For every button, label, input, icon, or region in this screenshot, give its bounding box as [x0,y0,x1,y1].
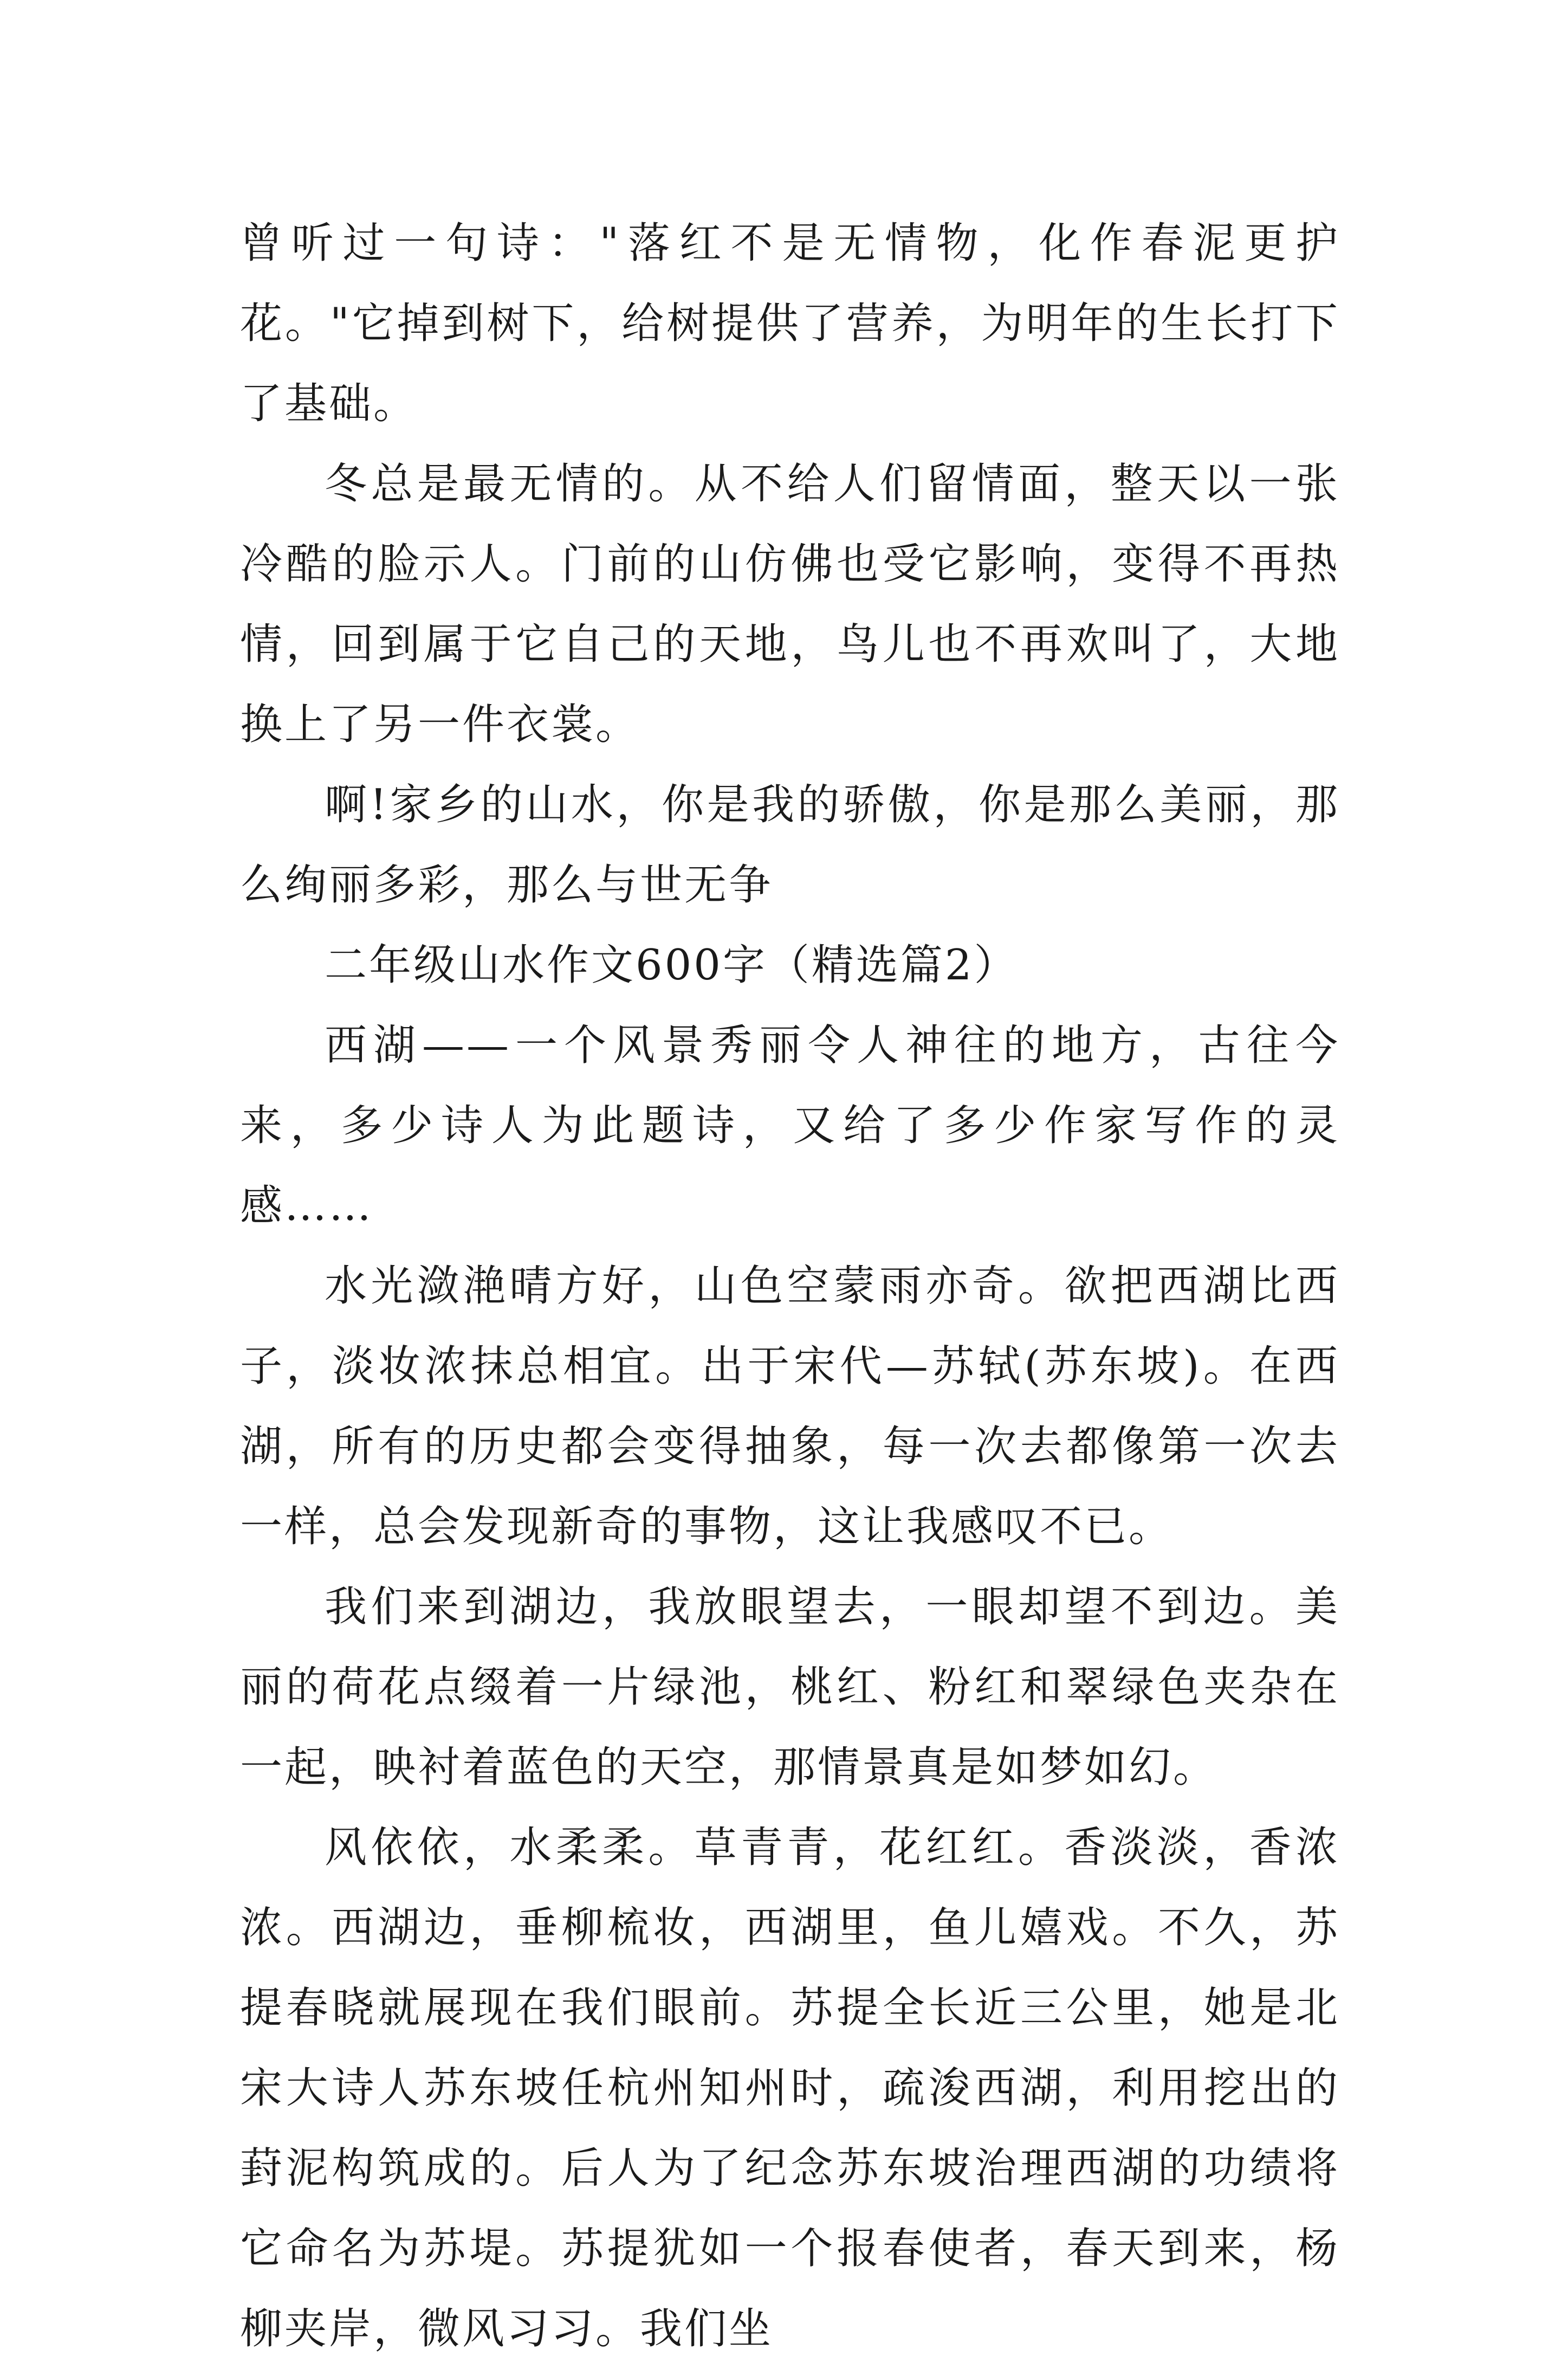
paragraph-5: 西湖——一个风景秀丽令人神往的地方，古往今来，多少诗人为此题诗，又给了多少作家写作的灵感…… [240,1021,1340,1230]
paragraph-7: 我们来到湖边，我放眼望去，一眼却望不到边。美丽的荷花点缀着一片绿池，桃红、粉红和翠绿色夹杂在一起，映衬着蓝色的天空，那情景真是如梦如幻。 [240,1583,1340,1792]
section-heading: 二年级山水作文600字（精选篇2） [325,941,1019,990]
body-text [240,203,1340,2369]
paragraph-1: 曾听过一句诗："落红不是无情物，化作春泥更护花。"它掉到树下，给树提供了营养，为明年的生长打下了基础。 [240,219,1340,428]
paragraph-6: 水光潋滟晴方好，山色空蒙雨亦奇。欲把西湖比西子，淡妆浓抹总相宜。出于宋代—苏轼(苏东坡)。在西湖，所有的历史都会变得抽象，每一次去都像第一次去一样，总会发现新奇的事物，这让我感叹不已。 [240,1262,1340,1551]
paragraph-2: 冬总是最无情的。从不给人们留情面，整天以一张冷酷的脸示人。门前的山仿佛也受它影响，变得不再热情，回到属于它自己的天地，鸟儿也不再欢叫了，大地换上了另一件衣裳。 [240,460,1340,749]
paragraph-3: 啊!家乡的山水，你是我的骄傲，你是那么美丽，那么绚丽多彩，那么与世无争 [240,780,1340,909]
paragraph-8: 风依依，水柔柔。草青青，花红红。香淡淡，香浓浓。西湖边，垂柳梳妆，西湖里，鱼儿嬉戏。不久，苏提春晓就展现在我们眼前。苏提全长近三公里，她是北宋大诗人苏东坡任杭州知州时，疏浚西湖，利用挖出的葑泥构筑成的。后人为了纪念苏东坡治理西湖的功绩将它命名为苏堤。苏提犹如一个报春使者，春天到来，杨柳夹岸，微风习习。我们坐 [240,1823,1340,2353]
